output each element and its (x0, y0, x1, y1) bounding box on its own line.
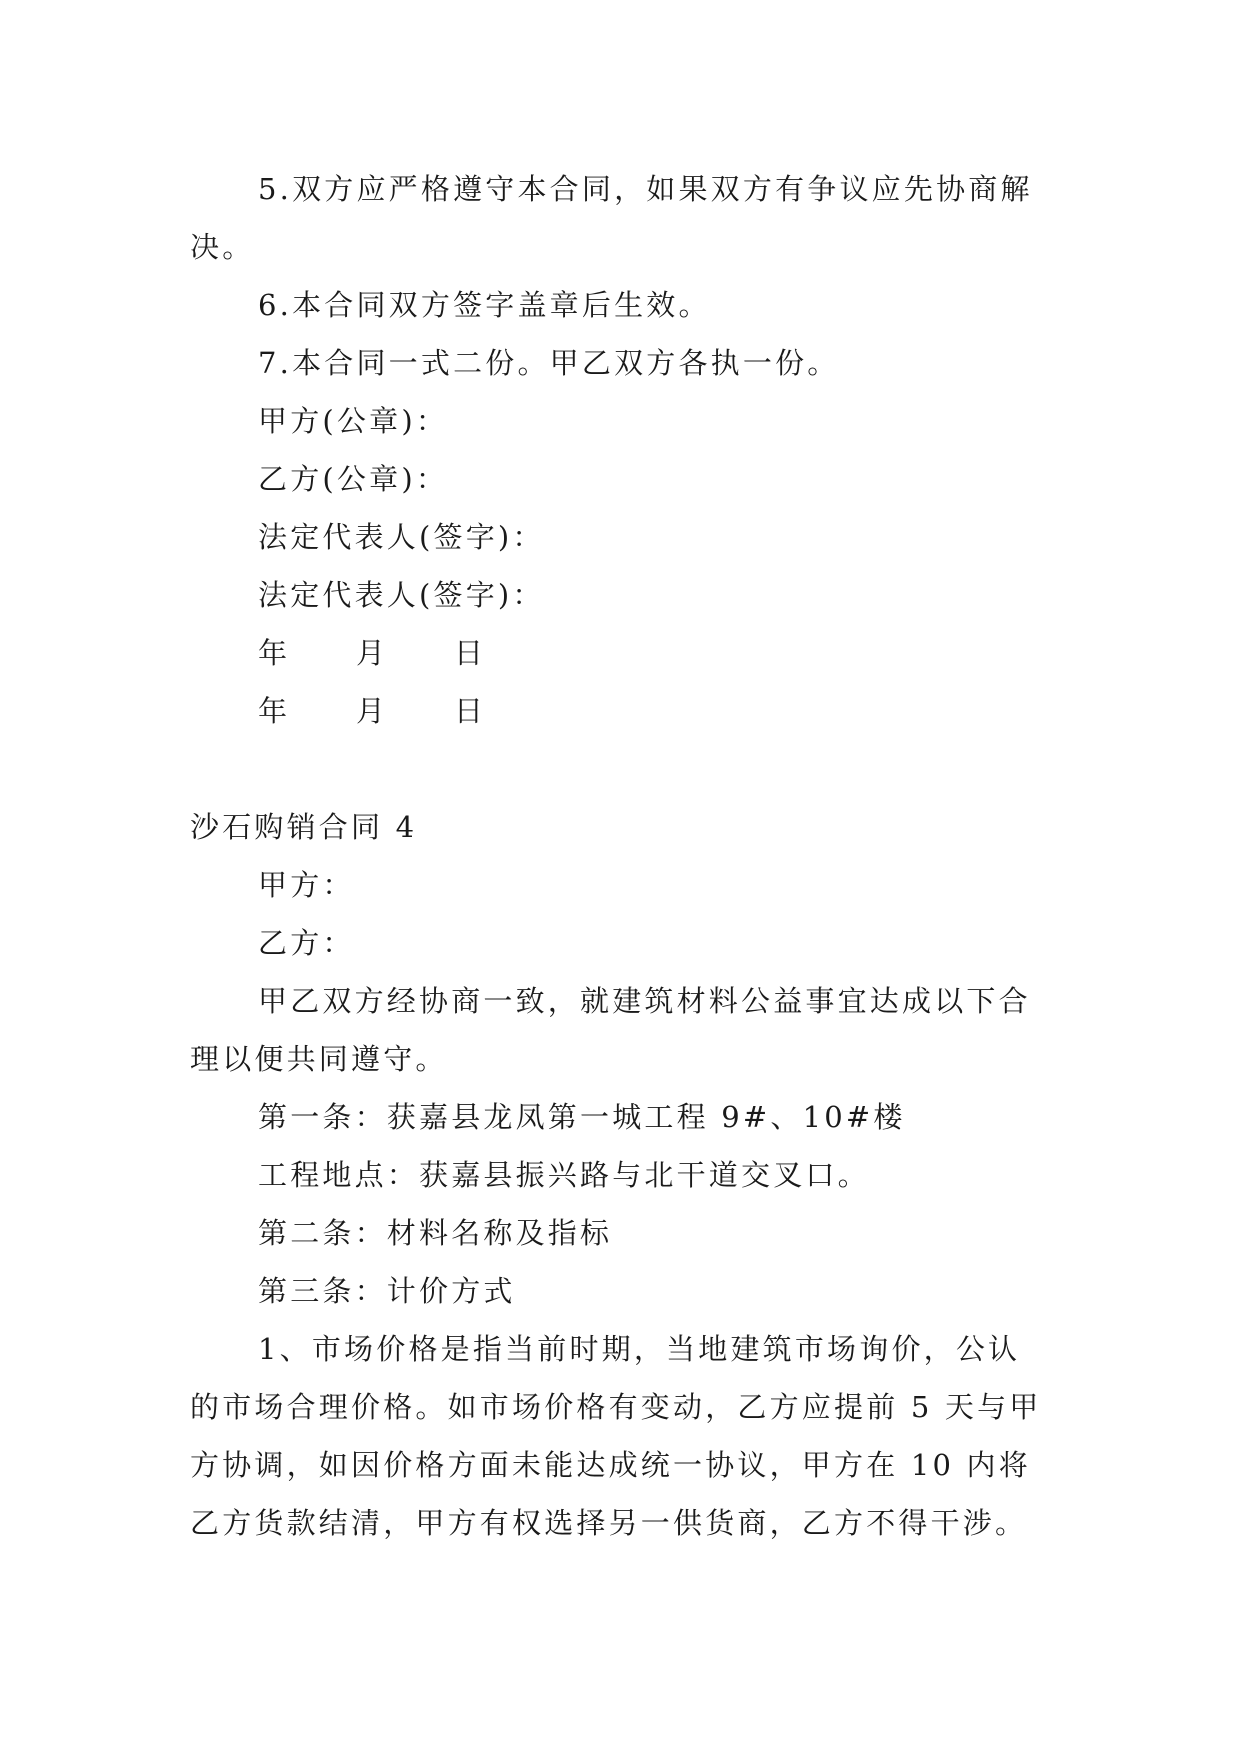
party-b-seal: 乙方(公章)： (258, 462, 449, 496)
date-day: 日 (454, 694, 487, 728)
date-day: 日 (454, 636, 487, 670)
pricing-line3: 方协调，如因价格方面未能达成统一协议，甲方在 10 内将 (190, 1448, 1031, 1482)
contract-4-party-a: 甲方： (258, 868, 355, 902)
article-1: 第一条：获嘉县龙凤第一城工程 9#、10#楼 (258, 1100, 906, 1134)
contract-4-intro-line1: 甲乙双方经协商一致，就建筑材料公益事宜达成以下合 (258, 984, 1031, 1018)
contract-4-intro-line2: 理以便共同遵守。 (190, 1042, 448, 1076)
date-year: 年 (258, 694, 291, 728)
date-month: 月 (356, 694, 389, 728)
contract-4-title: 沙石购销合同 4 (190, 810, 418, 844)
contract-4-party-b: 乙方： (258, 926, 355, 960)
date-month: 月 (356, 636, 389, 670)
pricing-line4: 乙方货款结清，甲方有权选择另一供货商，乙方不得干涉。 (190, 1506, 1028, 1540)
legal-rep-b-signature: 法定代表人(签字)： (258, 578, 545, 612)
document-body (190, 160, 1070, 1552)
clause-7: 7.本合同一式二份。甲乙双方各执一份。 (258, 346, 840, 380)
legal-rep-a-signature: 法定代表人(签字)： (258, 520, 545, 554)
pricing-line2: 的市场合理价格。如市场价格有变动，乙方应提前 5 天与甲 (190, 1390, 1042, 1424)
article-3: 第三条：计价方式 (258, 1274, 516, 1308)
pricing-line1: 1、市场价格是指当前时期，当地建筑市场询价，公认 (258, 1332, 1021, 1366)
date-line-2 (190, 682, 1070, 740)
article-2: 第二条：材料名称及指标 (258, 1216, 613, 1250)
clause-5-line2: 决。 (190, 230, 255, 264)
date-year: 年 (258, 636, 291, 670)
project-location: 工程地点：获嘉县振兴路与北干道交叉口。 (258, 1158, 870, 1192)
clause-6: 6.本合同双方签字盖章后生效。 (258, 288, 711, 322)
clause-5-line1: 5.双方应严格遵守本合同，如果双方有争议应先协商解 (258, 172, 1033, 206)
party-a-seal: 甲方(公章)： (258, 404, 449, 438)
section-spacer (190, 740, 1070, 798)
date-line-1 (190, 624, 1070, 682)
